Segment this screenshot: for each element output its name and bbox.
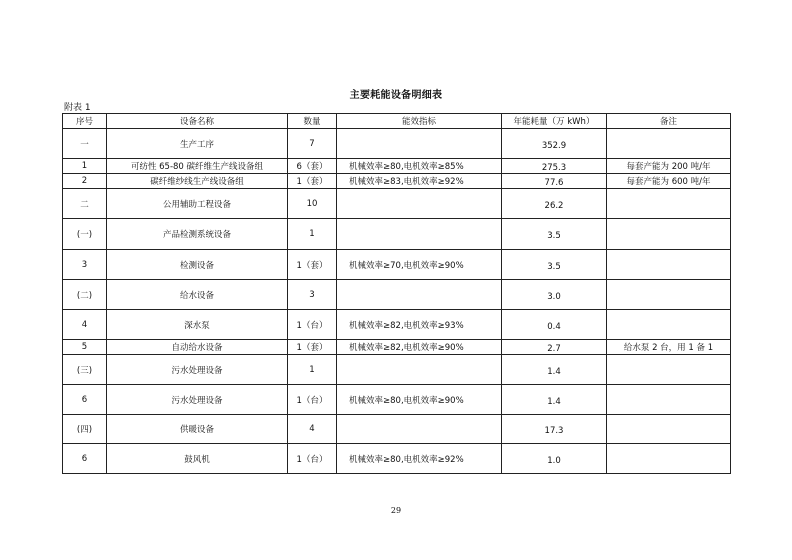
cell-qty: 1 [288, 219, 337, 250]
cell-name: 污水处理设备 [107, 385, 288, 415]
cell-efficiency [337, 415, 502, 444]
cell-qty: 1（台） [288, 444, 337, 474]
cell-name: 供暖设备 [107, 415, 288, 444]
cell-efficiency [337, 189, 502, 219]
cell-qty: 1（套） [288, 174, 337, 189]
cell-note [607, 280, 731, 310]
cell-efficiency: 机械效率≥82,电机效率≥90% [337, 340, 502, 355]
cell-note [607, 219, 731, 250]
cell-note: 给水泵 2 台，用 1 备 1 [607, 340, 731, 355]
cell-note [607, 129, 731, 159]
cell-energy: 3.0 [502, 280, 607, 310]
cell-name: 自动给水设备 [107, 340, 288, 355]
header-no: 序号 [63, 114, 107, 129]
cell-qty: 1（台） [288, 310, 337, 340]
cell-note [607, 444, 731, 474]
cell-qty: 4 [288, 415, 337, 444]
cell-qty: 1（台） [288, 385, 337, 415]
cell-energy: 3.5 [502, 250, 607, 280]
cell-no: (四) [63, 415, 107, 444]
cell-efficiency [337, 355, 502, 385]
header-qty: 数量 [288, 114, 337, 129]
cell-note [607, 385, 731, 415]
cell-name: 检测设备 [107, 250, 288, 280]
cell-name: 鼓风机 [107, 444, 288, 474]
cell-energy: 275.3 [502, 159, 607, 174]
table-row [63, 174, 731, 189]
cell-energy: 1.4 [502, 385, 607, 415]
cell-efficiency: 机械效率≥82,电机效率≥93% [337, 310, 502, 340]
table-row [63, 310, 731, 340]
cell-name: 碳纤维纱线生产线设备组 [107, 174, 288, 189]
table-caption: 附表 1 [64, 103, 91, 113]
cell-energy: 77.6 [502, 174, 607, 189]
cell-efficiency [337, 129, 502, 159]
cell-name: 给水设备 [107, 280, 288, 310]
cell-qty: 6（套） [288, 159, 337, 174]
cell-no: 一 [63, 129, 107, 159]
table-row [63, 250, 731, 280]
cell-qty: 3 [288, 280, 337, 310]
cell-no: 二 [63, 189, 107, 219]
cell-no: 1 [63, 159, 107, 174]
cell-no: 5 [63, 340, 107, 355]
cell-efficiency [337, 280, 502, 310]
cell-energy: 2.7 [502, 340, 607, 355]
table-row [63, 340, 731, 355]
cell-qty: 7 [288, 129, 337, 159]
cell-no: (二) [63, 280, 107, 310]
cell-efficiency: 机械效率≥70,电机效率≥90% [337, 250, 502, 280]
table-row [63, 385, 731, 415]
cell-no: 6 [63, 444, 107, 474]
cell-no: (三) [63, 355, 107, 385]
header-name: 设备名称 [107, 114, 288, 129]
cell-efficiency: 机械效率≥83,电机效率≥92% [337, 174, 502, 189]
cell-qty: 1（套） [288, 340, 337, 355]
cell-name: 污水处理设备 [107, 355, 288, 385]
cell-no: (一) [63, 219, 107, 250]
cell-note [607, 415, 731, 444]
cell-energy: 17.3 [502, 415, 607, 444]
table-row [63, 219, 731, 250]
cell-no: 2 [63, 174, 107, 189]
cell-energy: 1.4 [502, 355, 607, 385]
energy-equipment-table [62, 113, 731, 474]
table-row [63, 189, 731, 219]
table-row [63, 355, 731, 385]
cell-energy: 26.2 [502, 189, 607, 219]
table-row [63, 129, 731, 159]
cell-note: 每套产能为 200 吨/年 [607, 159, 731, 174]
table-header-row [63, 114, 731, 129]
header-efficiency: 能效指标 [337, 114, 502, 129]
cell-note [607, 355, 731, 385]
cell-no: 4 [63, 310, 107, 340]
page-number: 29 [390, 506, 402, 515]
table-row [63, 444, 731, 474]
cell-name: 产品检测系统设备 [107, 219, 288, 250]
cell-energy: 1.0 [502, 444, 607, 474]
cell-qty: 10 [288, 189, 337, 219]
cell-note [607, 189, 731, 219]
header-energy: 年能耗量（万 kWh） [502, 114, 607, 129]
table-row [63, 415, 731, 444]
cell-name: 生产工序 [107, 129, 288, 159]
cell-note [607, 250, 731, 280]
cell-efficiency: 机械效率≥80,电机效率≥85% [337, 159, 502, 174]
header-note: 备注 [607, 114, 731, 129]
cell-energy: 0.4 [502, 310, 607, 340]
cell-note: 每套产能为 600 吨/年 [607, 174, 731, 189]
cell-qty: 1 [288, 355, 337, 385]
cell-efficiency: 机械效率≥80,电机效率≥90% [337, 385, 502, 415]
table-row [63, 159, 731, 174]
cell-efficiency [337, 219, 502, 250]
cell-no: 3 [63, 250, 107, 280]
document-title: 主要耗能设备明细表 [349, 90, 443, 101]
cell-name: 可纺性 65-80 碳纤维生产线设备组 [107, 159, 288, 174]
cell-no: 6 [63, 385, 107, 415]
cell-note [607, 310, 731, 340]
cell-efficiency: 机械效率≥80,电机效率≥92% [337, 444, 502, 474]
cell-name: 公用辅助工程设备 [107, 189, 288, 219]
cell-qty: 1（套） [288, 250, 337, 280]
table-row [63, 280, 731, 310]
cell-name: 深水泵 [107, 310, 288, 340]
cell-energy: 3.5 [502, 219, 607, 250]
cell-energy: 352.9 [502, 129, 607, 159]
